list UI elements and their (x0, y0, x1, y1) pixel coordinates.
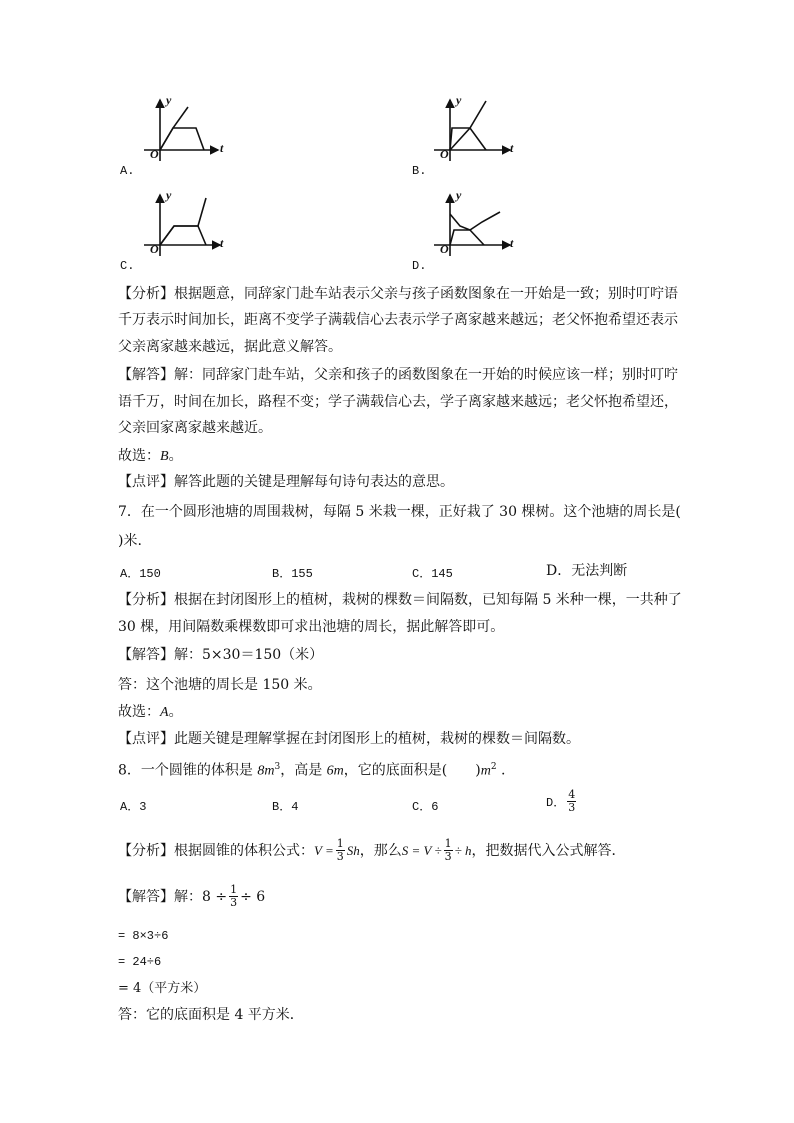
q8-step2: = 24÷6 (118, 955, 162, 969)
graph-option-a (140, 95, 240, 171)
graph-option-b (430, 95, 530, 171)
q7-option-b: B．155 (272, 567, 313, 581)
axis-t-label: t (220, 141, 224, 155)
comment-tag: 【点评】 (118, 474, 174, 490)
option-d-fraction (567, 789, 576, 814)
axis-y-label: y (456, 188, 462, 202)
q7-analysis-line2: 30 棵，用间隔数乘棵数即可求出池塘的周长，据此解答即可。 (118, 619, 505, 635)
answer-letter: B (160, 449, 169, 464)
analysis-tag: 【分析】 (118, 286, 174, 302)
solution-fraction (229, 884, 238, 909)
q8-step3: = 4（平方米） (118, 981, 207, 996)
q7-answer (118, 702, 183, 723)
q8-step1: = 8×3÷6 (118, 929, 169, 943)
comment-tag: 【点评】 (118, 731, 174, 747)
q8-solution (118, 884, 265, 909)
q6-answer (118, 446, 183, 467)
father-line (450, 212, 500, 230)
solution-text: ÷ 6 (240, 888, 266, 905)
formula-h: ÷ h (454, 842, 472, 858)
stem-unit: m (480, 763, 491, 779)
solution-tag: 【解答】 (118, 888, 174, 905)
q6-analysis-line3: 父亲离家越来越远，据此意义解答。 (118, 339, 342, 355)
formula-v: V = (314, 842, 334, 858)
axis-y-label: y (166, 188, 172, 202)
q6-analysis-line2: 千万表示时间加长，距离不变学子满载信心去表示学子离家越来越远；老父怀抱希望还表示 (118, 312, 678, 328)
axis-y-label: y (166, 93, 172, 107)
q7-option-c: C．145 (412, 567, 453, 581)
fraction-numerator: 4 (568, 788, 576, 801)
answer-suffix: 。 (168, 448, 183, 464)
formula-fraction (444, 838, 453, 863)
analysis-text: 根据在封闭图形上的植树，栽树的棵数＝间隔数，已知每隔 5 米种一棵，一共种了 (174, 592, 682, 608)
q8-option-c: C．6 (412, 800, 439, 814)
fraction-numerator: 1 (444, 837, 452, 850)
option-d-label: D． (546, 796, 566, 810)
q6-solution-line3: 父亲回家离家越来越近。 (118, 420, 272, 436)
stem-sup: 3 (274, 762, 281, 772)
answer-prefix: 故选： (118, 704, 160, 720)
stem-text: . (496, 762, 506, 779)
fraction-numerator: 1 (230, 883, 238, 896)
analysis-text: ，那么 (359, 842, 402, 859)
solution-tag: 【解答】 (118, 367, 174, 383)
axis-t-label: t (510, 141, 514, 155)
formula-fraction (336, 838, 345, 863)
analysis-text: ，把数据代入公式解答． (471, 842, 626, 859)
solution-text: 解：8 ÷ (174, 888, 228, 905)
solution-text: 解：5×30＝150（米） (174, 647, 324, 663)
origin-label: O (440, 147, 449, 161)
q7-comment (118, 729, 580, 749)
answer-suffix: 。 (168, 704, 183, 720)
origin-label: O (150, 147, 159, 161)
q7-stem-line2: )米. (118, 533, 142, 549)
q6-comment (118, 472, 454, 492)
option-a-label: A. (120, 164, 135, 178)
q8-analysis (118, 838, 626, 863)
q7-solution (118, 645, 323, 665)
formula-sh: Sh (346, 842, 360, 858)
analysis-tag: 【分析】 (118, 592, 174, 608)
analysis-text: 根据题意，同辞家门赴车站表示父亲与孩子函数图象在一开始是一致；别时叮咛语 (174, 286, 678, 302)
q7-reply: 答：这个池塘的周长是 150 米。 (118, 677, 322, 693)
comment-text: 解答此题的关键是理解每句诗句表达的意思。 (174, 474, 454, 490)
axis-t-label: t (510, 236, 514, 250)
comment-text: 此题关键是理解掌握在封闭图形上的植树，栽树的棵数＝间隔数。 (174, 731, 580, 747)
q6-analysis-line1 (118, 284, 678, 304)
stem-text: ，它的底面积是( ) (343, 762, 481, 779)
father-line (160, 198, 206, 245)
q8-option-a: A．3 (120, 800, 147, 814)
stem-volume: 8m (257, 763, 275, 779)
fraction-denominator: 3 (568, 801, 576, 814)
option-b-label: B. (412, 164, 427, 178)
analysis-tag: 【分析】 (118, 842, 174, 859)
q7-stem-line1: 7．在一个圆形池塘的周围栽树，每隔 5 米栽一棵，正好栽了 30 棵树。这个池塘的周长是( (118, 504, 681, 520)
fraction-denominator: 3 (444, 850, 452, 863)
stem-height: 6m (326, 763, 344, 779)
fraction-denominator: 3 (230, 896, 238, 909)
q8-reply: 答：它的底面积是 4 平方米． (118, 1007, 304, 1023)
q7-option-a: A．150 (120, 567, 161, 581)
axis-y-label: y (456, 93, 462, 107)
origin-label: O (150, 242, 159, 256)
q7-analysis-line1 (118, 590, 682, 610)
answer-letter: A (160, 705, 169, 720)
formula-s: S = V ÷ (401, 842, 442, 858)
option-c-label: C. (120, 259, 135, 273)
q6-solution-line1 (118, 365, 678, 385)
stem-text: ，高是 (280, 762, 327, 779)
q8-option-b: B．4 (272, 800, 299, 814)
option-d-label: D. (412, 259, 427, 273)
q7-option-d: D．无法判断 (546, 563, 628, 579)
solution-text: 解：同辞家门赴车站，父亲和孩子的函数图象在一开始的时候应该一样；别时叮咛 (174, 367, 678, 383)
q8-option-d (546, 789, 578, 814)
q8-stem (118, 757, 506, 782)
fraction-numerator: 1 (336, 837, 344, 850)
fraction-denominator: 3 (336, 850, 344, 863)
solution-tag: 【解答】 (118, 647, 174, 663)
child-line (450, 230, 484, 245)
stem-sup: 2 (490, 762, 497, 772)
axis-t-label: t (220, 236, 224, 250)
graph-option-c (140, 190, 240, 266)
graph-option-d (430, 190, 530, 266)
analysis-text: 根据圆锥的体积公式： (174, 842, 314, 859)
origin-label: O (440, 242, 449, 256)
q6-solution-line2: 语千万，时间在加长，路程不变；学子满载信心去，学子离家越来越远；老父怀抱希望还， (118, 394, 678, 410)
stem-text: 8．一个圆锥的体积是 (118, 762, 258, 779)
answer-prefix: 故选： (118, 448, 160, 464)
